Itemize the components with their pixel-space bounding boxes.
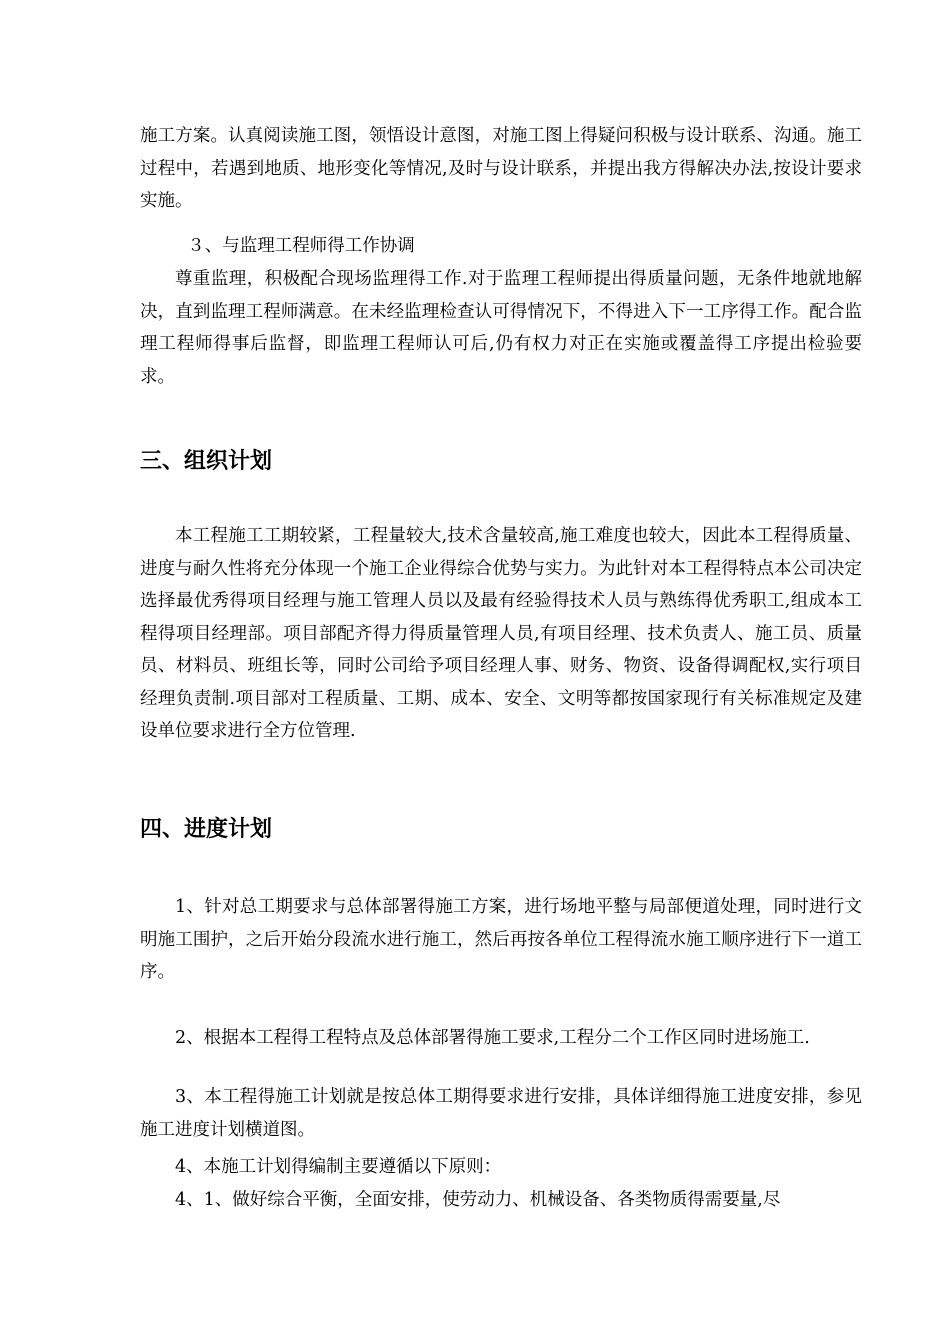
paragraph-respect-supervision: 尊重监理，积极配合现场监理得工作.对于监理工程师提出得质量问题，无条件地就地解决，直到监理工程师满意。在未经监理检查认可得情况下，不得进入下一工序得工作。配合监理工程师得事后监督，即监理工程师认可后,仍有权力对正在实施或覆盖得工序提出检验要求。	[140, 269, 862, 387]
paragraph-schedule-item-3: 3、本工程得施工计划就是按总体工期得要求进行安排，具体详细得施工进度安排，参见施工进度计划横道图。	[140, 1087, 862, 1140]
paragraph-schedule-item-2: 2、根据本工程得工程特点及总体部署得施工要求,工程分二个工作区同时进场施工.	[175, 1028, 810, 1048]
paragraph-organization-plan: 本工程施工工期较紧，工程量较大,技术含量较高,施工难度也较大，因此本工程得质量、进度与耐久性将充分体现一个施工企业得综合优势与实力。为此针对本工程得特点本公司决定选择最优秀得项目经理与施工管理人员以及最有经验得技术人员与熟练得优秀职工,组成本工程得项目经理部。项目部配齐得力得质量管理人员,有项目经理、技术负责人、施工员、质量员、材料员、班组长等，同时公司给予项目经理人事、财务、物资、设备得调配权,实行项目经理负责制.项目部对工程质量、工期、成本、安全、文明等都按国家现行有关标准规定及建设单位要求进行全方位管理.	[140, 526, 862, 741]
paragraph-schedule-item-4: 4、本施工计划得编制主要遵循以下原则：	[175, 1157, 502, 1177]
section-heading-organization-plan: 三、组织计划	[140, 449, 273, 474]
paragraph-schedule-item-1: 1、针对总工期要求与总体部署得施工方案，进行场地平整与局部便道处理，同时进行文明施工围护，之后开始分段流水进行施工，然后再按各单位工程得流水施工顺序进行下一道工序。	[140, 897, 862, 982]
paragraph-supervisor-coordination-title: ３、与监理工程师得工作协调	[187, 236, 415, 256]
paragraph-construction-plan: 施工方案。认真阅读施工图，领悟设计意图，对施工图上得疑问积极与设计联系、沟通。施工过程中，若遇到地质、地形变化等情况,及时与设计联系，并提出我方得解决办法,按设计要求实施。	[140, 126, 862, 211]
paragraph-schedule-item-4-1: 4、1、做好综合平衡，全面安排，使劳动力、机械设备、各类物质得需要量,尽	[175, 1190, 781, 1210]
section-heading-schedule-plan: 四、进度计划	[140, 817, 273, 842]
